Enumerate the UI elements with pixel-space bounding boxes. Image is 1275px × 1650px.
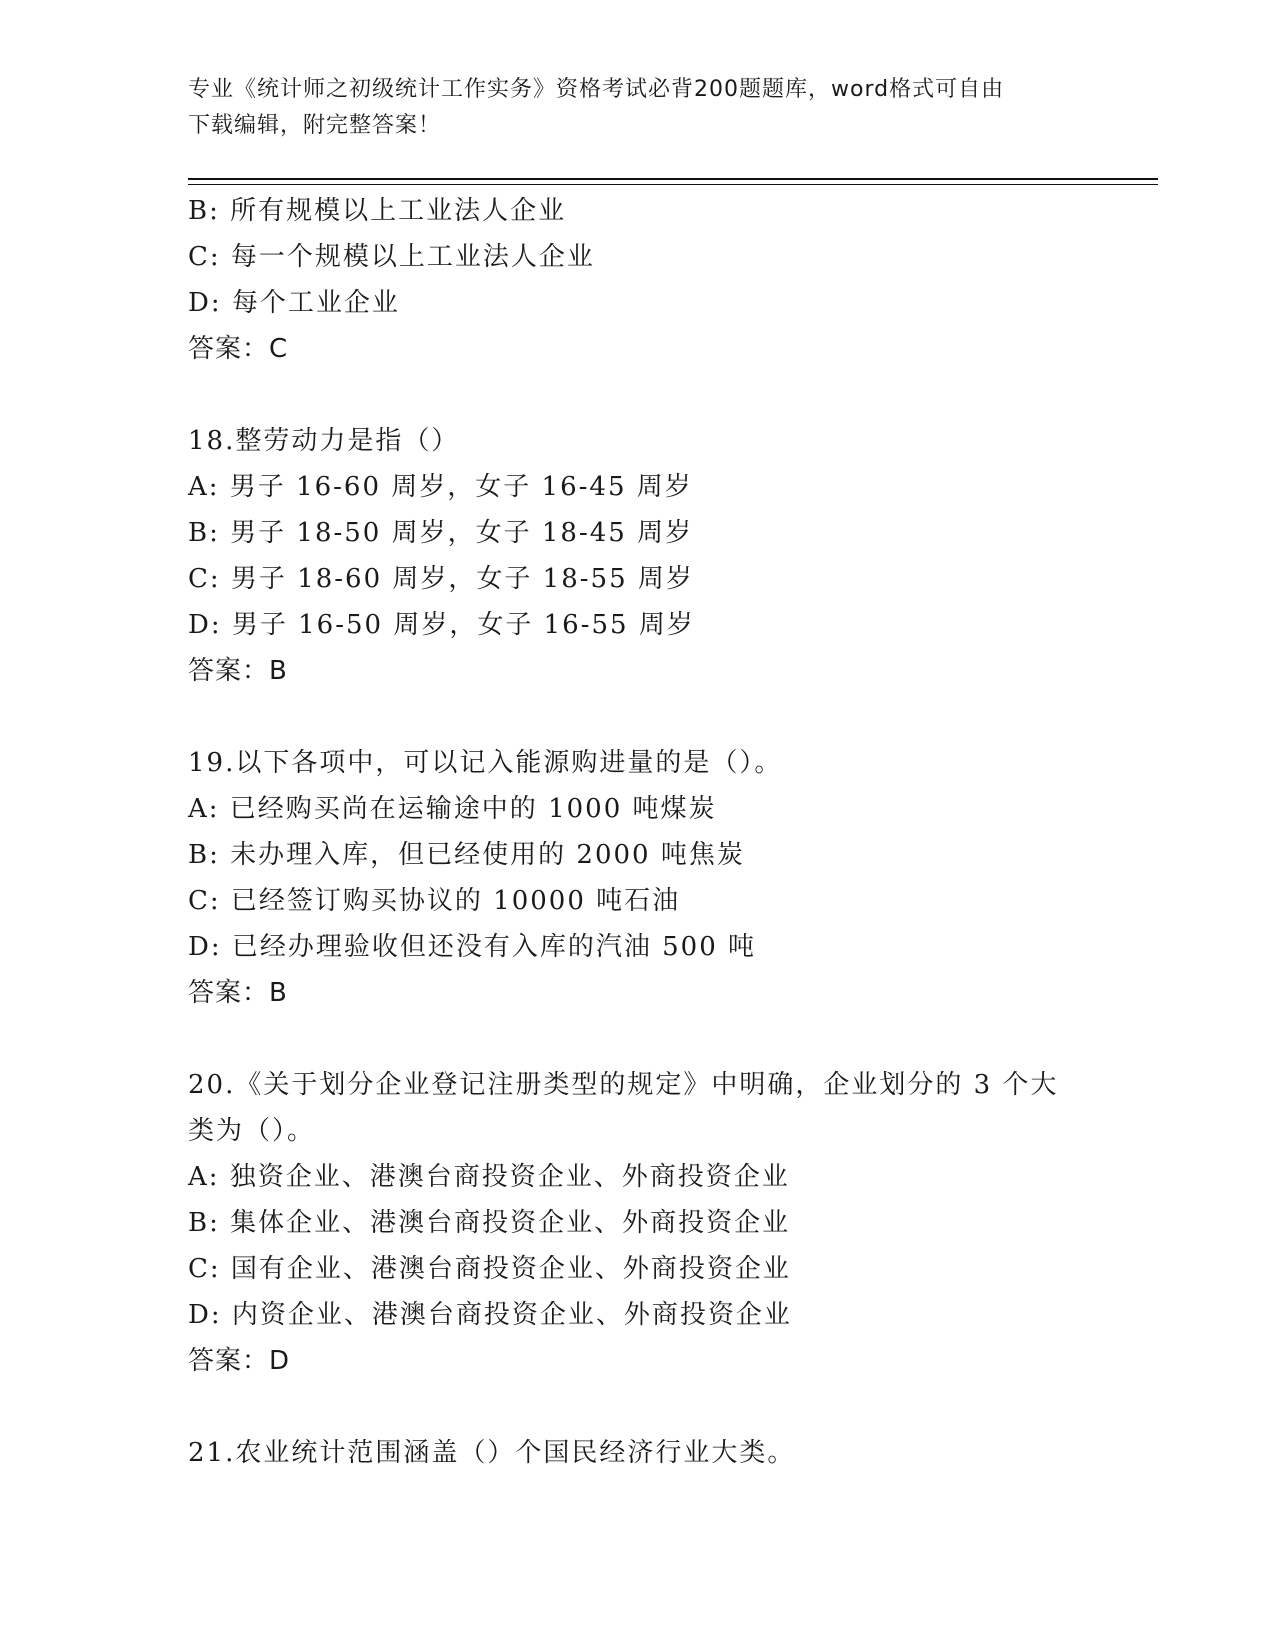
option-b: B: 集体企业、港澳台商投资企业、外商投资企业	[188, 1208, 791, 1238]
header-rule-thin	[188, 184, 1158, 185]
question-title: 19.以下各项中，可以记入能源购进量的是（）。	[188, 748, 783, 778]
option-d: D: 已经办理验收但还没有入库的汽油 500 吨	[188, 932, 757, 962]
header-line-1: 专业《统计师之初级统计工作实务》资格考试必背200题题库，word格式可自由	[188, 77, 1005, 102]
header-line-2: 下载编辑，附完整答案！	[188, 113, 442, 138]
answer-line: 答案：D	[188, 1346, 291, 1376]
answer-line: 答案：C	[188, 334, 289, 364]
question-title: 18.整劳动力是指（）	[188, 426, 460, 456]
answer-line: 答案：B	[188, 978, 288, 1008]
question-title-continued: 类为（）。	[188, 1116, 316, 1146]
option-a: A: 独资企业、港澳台商投资企业、外商投资企业	[188, 1162, 790, 1192]
header-rule-thick	[188, 178, 1158, 180]
option-b: B: 男子 18-50 周岁，女子 18-45 周岁	[188, 518, 694, 548]
option-c: C: 每一个规模以上工业法人企业	[188, 242, 595, 272]
option-a: A: 男子 16-60 周岁，女子 16-45 周岁	[188, 472, 693, 502]
answer-line: 答案：B	[188, 656, 288, 686]
question-title: 20.《关于划分企业登记注册类型的规定》中明确，企业划分的 3 个大	[188, 1070, 1059, 1100]
question-title: 21.农业统计范围涵盖（）个国民经济行业大类。	[188, 1438, 796, 1468]
option-a: A: 已经购买尚在运输途中的 1000 吨煤炭	[188, 794, 717, 824]
option-d: D: 每个工业企业	[188, 288, 400, 318]
option-b: B: 未办理入库，但已经使用的 2000 吨焦炭	[188, 840, 745, 870]
option-b: B: 所有规模以上工业法人企业	[188, 196, 567, 226]
question-content	[188, 188, 1088, 1476]
option-d: D: 内资企业、港澳台商投资企业、外商投资企业	[188, 1300, 792, 1330]
option-c: C: 已经签订购买协议的 10000 吨石油	[188, 886, 681, 916]
option-c: C: 男子 18-60 周岁，女子 18-55 周岁	[188, 564, 694, 594]
option-d: D: 男子 16-50 周岁，女子 16-55 周岁	[188, 610, 695, 640]
option-c: C: 国有企业、港澳台商投资企业、外商投资企业	[188, 1254, 791, 1284]
document-header	[188, 72, 1088, 144]
